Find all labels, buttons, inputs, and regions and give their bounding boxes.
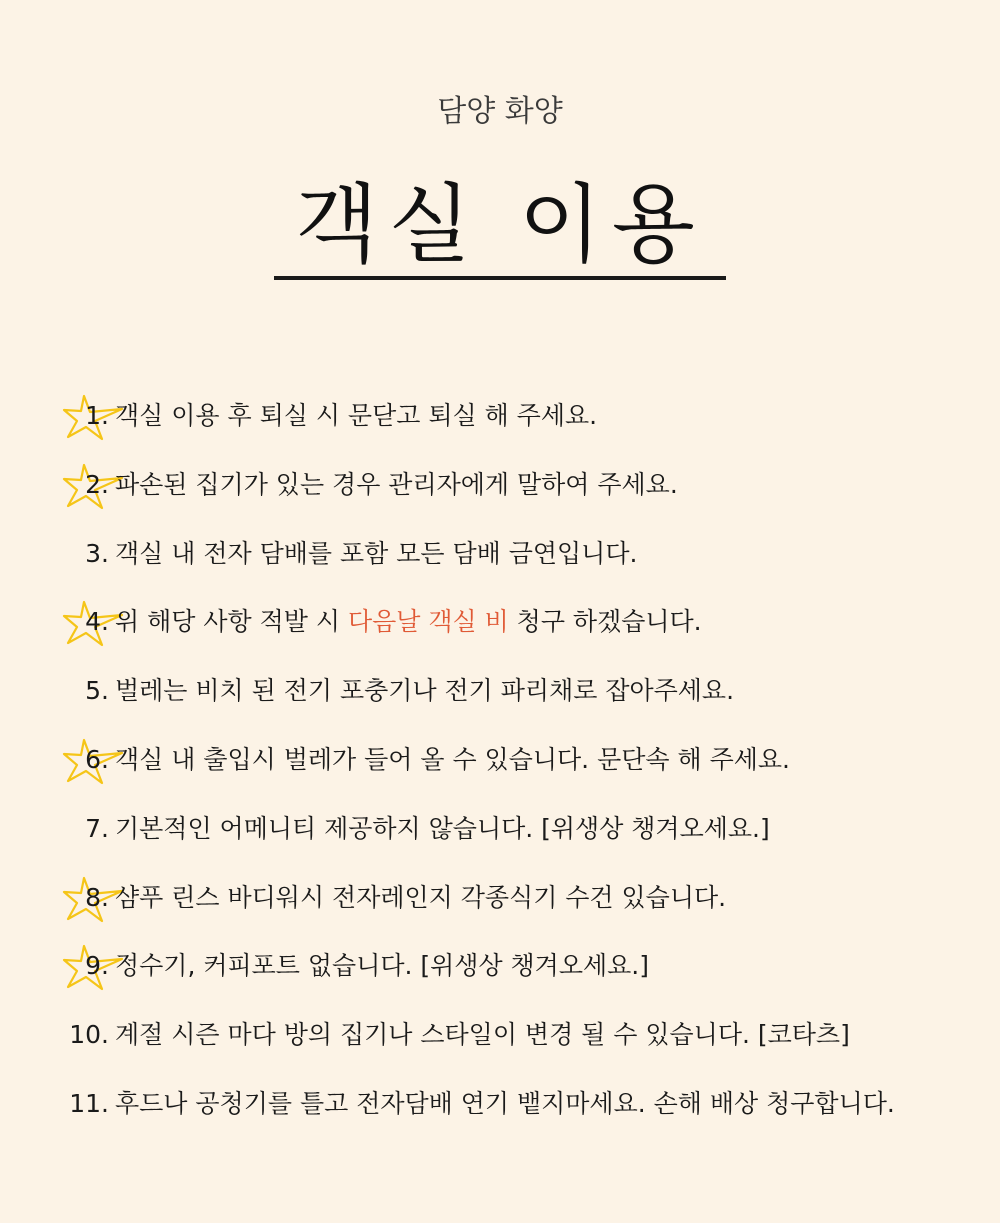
title-divider bbox=[274, 276, 726, 280]
rule-item-4 bbox=[0, 592, 1000, 661]
rule-text-before: 위 해당 사항 적발 시 bbox=[115, 607, 348, 637]
page-subtitle: 담양 화양 bbox=[437, 94, 563, 129]
rule-number: 2. bbox=[85, 469, 109, 499]
rule-text: 파손된 집기가 있는 경우 관리자에게 말하여 주세요. bbox=[115, 469, 678, 499]
rule-text: 후드나 공청기를 틀고 전자담배 연기 뱉지마세요. 손해 배상 청구합니다. bbox=[115, 1088, 895, 1118]
rule-text: 기본적인 어메니티 제공하지 않습니다. [위생상 챙겨오세요.] bbox=[115, 813, 770, 843]
rule-text: 객실 내 출입시 벌레가 들어 올 수 있습니다. 문단속 해 주세요. bbox=[115, 744, 790, 774]
rule-number: 4. bbox=[85, 607, 109, 637]
rule-text bbox=[115, 592, 702, 652]
rule-item-8 bbox=[0, 868, 1000, 937]
rule-number: 6. bbox=[85, 744, 109, 774]
rule-item-1 bbox=[0, 386, 1000, 455]
page-title: 객실 이용 bbox=[295, 175, 705, 275]
rule-number: 10. bbox=[69, 1020, 109, 1050]
rule-item-11 bbox=[0, 1074, 1000, 1143]
rule-text: 객실 이용 후 퇴실 시 문닫고 퇴실 해 주세요. bbox=[115, 401, 598, 430]
rule-text: 계절 시즌 마다 방의 집기나 스타일이 변경 될 수 있습니다. [코타츠] bbox=[115, 1020, 850, 1050]
rule-item-7 bbox=[0, 799, 1000, 868]
rule-text: 샴푸 린스 바디워시 전자레인지 각종식기 수건 있습니다. bbox=[115, 882, 727, 912]
rules-list bbox=[0, 386, 1000, 1143]
rule-item-6 bbox=[0, 730, 1000, 799]
rule-text-after: 청구 하겠습니다. bbox=[508, 607, 702, 637]
rule-item-9 bbox=[0, 936, 1000, 1005]
rule-item-2 bbox=[0, 455, 1000, 524]
rule-number: 5. bbox=[85, 676, 109, 706]
rule-number: 11. bbox=[69, 1088, 109, 1118]
rule-number: 7. bbox=[85, 813, 109, 843]
rule-text-highlight: 다음날 객실 비 bbox=[347, 607, 509, 637]
rule-text: 객실 내 전자 담배를 포함 모든 담배 금연입니다. bbox=[115, 538, 638, 568]
rule-text: 벌레는 비치 된 전기 포충기나 전기 파리채로 잡아주세요. bbox=[115, 676, 735, 706]
rule-text: 정수기, 커피포트 없습니다. [위생상 챙겨오세요.] bbox=[115, 951, 649, 981]
rule-number: 8. bbox=[85, 882, 109, 912]
rule-item-10 bbox=[0, 1005, 1000, 1074]
rule-number: 9. bbox=[85, 951, 109, 981]
rule-number: 3. bbox=[85, 538, 109, 568]
rule-item-3 bbox=[0, 524, 1000, 593]
rule-item-5 bbox=[0, 661, 1000, 730]
rule-number: 1. bbox=[85, 401, 109, 430]
